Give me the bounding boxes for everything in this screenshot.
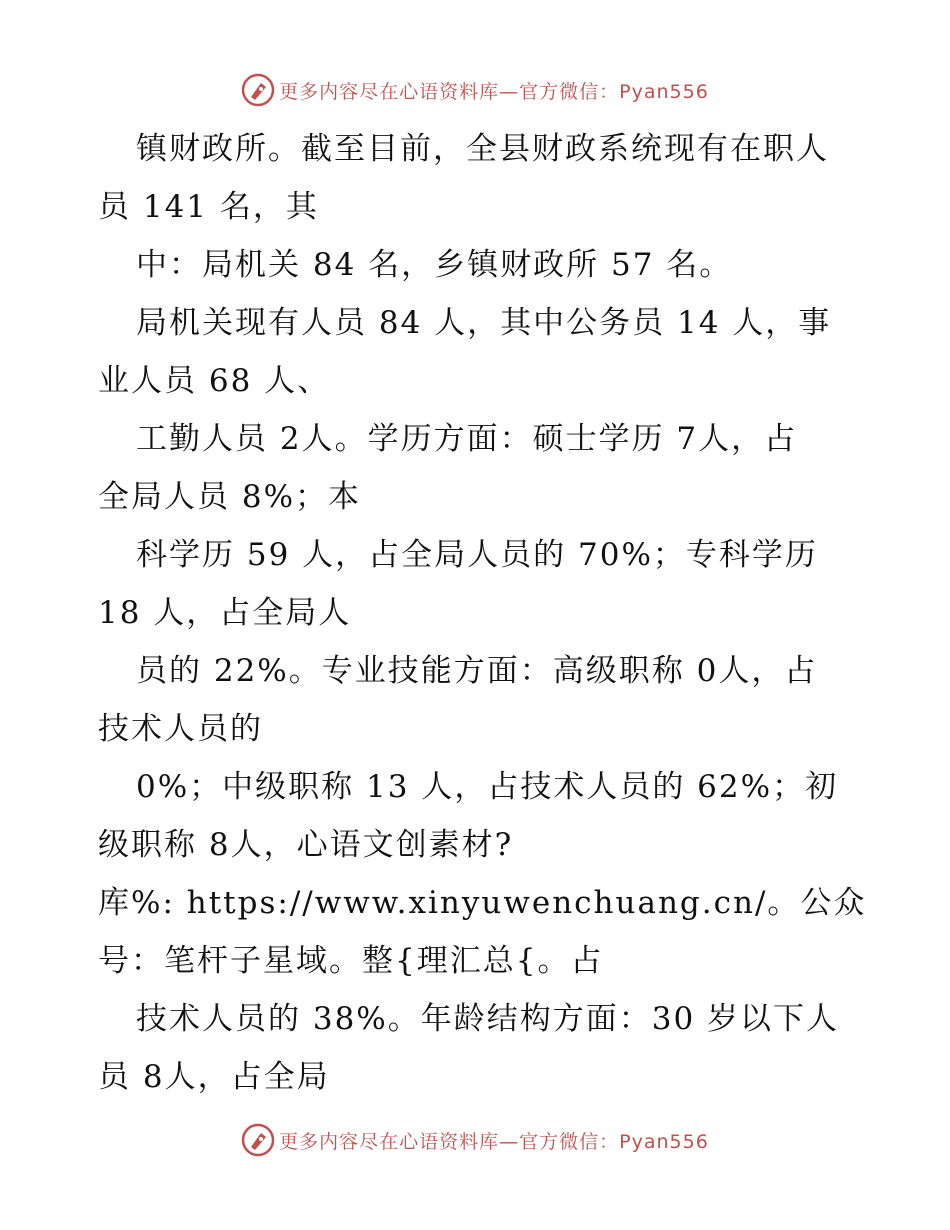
text-line: 级职称 8人，心语文创素材? [98, 827, 514, 863]
text-line: 员 141 名，其 [98, 189, 319, 225]
text-line: 镇财政所。截至目前，全县财政系统现有在职人 [136, 131, 829, 167]
text-line: 工勤人员 2人。学历方面：硕士学历 7人，占 [136, 421, 798, 457]
text-line: 局机关现有人员 84 人，其中公务员 14 人，事 [136, 305, 832, 341]
header-banner [0, 70, 950, 110]
text-line: 库%: https://www.xinyuwenchuang.cn/。公众 [98, 885, 867, 921]
text-line: 员 8人，占全局 [98, 1059, 330, 1095]
text-line: 全局人员 8%；本 [98, 479, 362, 515]
text-line: 18 人，占全局人 [98, 595, 352, 631]
header-banner-text: 更多内容尽在心语资料库—官方微信：Pyan556 [279, 80, 709, 103]
pen-nib-logo-icon [241, 73, 275, 107]
footer-banner-text: 更多内容尽在心语资料库—官方微信：Pyan556 [279, 1130, 709, 1153]
text-line: 业人员 68 人、 [98, 363, 331, 399]
footer-banner [0, 1120, 950, 1160]
text-line: 0%；中级职称 13 人，占技术人员的 62%；初 [136, 769, 839, 805]
text-line: 号：笔杆子星域。整{理汇总{。占 [98, 943, 604, 979]
text-line: 技术人员的 38%。年龄结构方面：30 岁以下人 [136, 1001, 840, 1037]
text-line: 技术人员的 [98, 711, 263, 747]
text-line: 中：局机关 84 名，乡镇财政所 57 名。 [136, 247, 733, 283]
document-body [98, 120, 898, 1106]
text-line: 员的 22%。专业技能方面：高级职称 0人，占 [136, 653, 818, 689]
pen-nib-logo-icon [241, 1123, 275, 1157]
text-line: 科学历 59 人，占全局人员的 70%；专科学历 [136, 537, 818, 573]
